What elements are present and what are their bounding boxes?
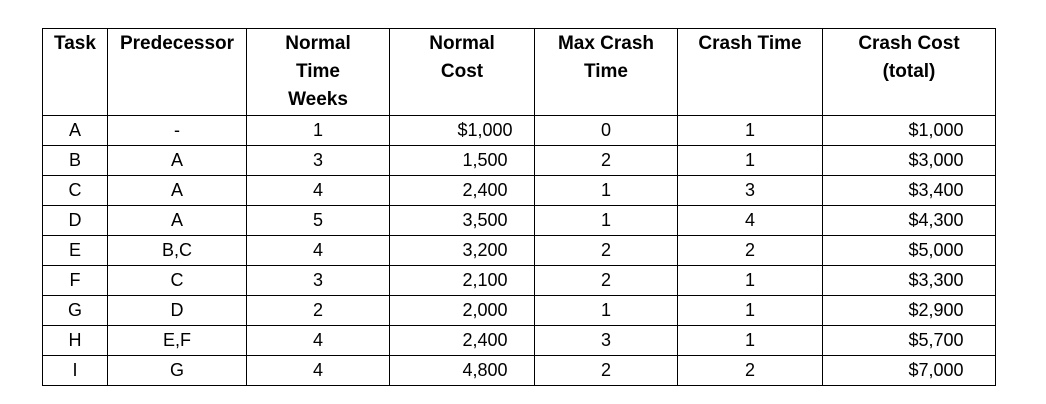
header-crash-time-line-1: Crash Time <box>698 33 802 54</box>
cell-normal-time <box>247 176 390 206</box>
cell-crash-cost <box>823 146 996 176</box>
cell-crash-cost <box>823 236 996 266</box>
cell-predecessor <box>108 176 247 206</box>
cell-normal-cost-value: 4,800 <box>462 360 508 380</box>
cell-predecessor-value: A <box>170 150 183 170</box>
cell-task <box>43 146 108 176</box>
cell-normal-cost <box>390 116 535 146</box>
cell-crash-time-value: 2 <box>744 360 755 380</box>
cell-crash-cost-value: $7,000 <box>908 360 964 380</box>
cell-max-crash-time-value: 1 <box>600 180 611 200</box>
cell-predecessor <box>108 236 247 266</box>
cell-predecessor-value: A <box>170 210 183 230</box>
cell-normal-time <box>247 116 390 146</box>
cell-task-value: H <box>68 330 82 350</box>
cell-max-crash-time <box>535 356 678 386</box>
cell-normal-cost-value: 3,500 <box>462 210 508 230</box>
cell-task <box>43 176 108 206</box>
cell-crash-time-value: 1 <box>744 150 755 170</box>
header-normal-time <box>247 29 390 116</box>
cell-predecessor-value: G <box>169 360 184 380</box>
cell-predecessor-value: E,F <box>162 330 191 350</box>
cell-normal-time <box>247 146 390 176</box>
cell-predecessor-value: B,C <box>161 240 192 260</box>
cell-task <box>43 296 108 326</box>
cell-predecessor-value: - <box>174 120 180 140</box>
cell-task-value: D <box>68 210 82 230</box>
table-row <box>43 266 996 296</box>
table-row <box>43 146 996 176</box>
cell-normal-cost-value: 2,000 <box>462 300 508 320</box>
cell-normal-time-value: 1 <box>312 120 323 140</box>
cell-normal-time-value: 3 <box>312 270 323 290</box>
cell-normal-time <box>247 266 390 296</box>
cell-crash-cost-value: $3,300 <box>908 270 964 290</box>
table-row <box>43 176 996 206</box>
cell-predecessor <box>108 146 247 176</box>
cell-predecessor-value: A <box>170 180 183 200</box>
cell-normal-cost <box>390 176 535 206</box>
table-row <box>43 206 996 236</box>
cell-crash-cost-value: $1,000 <box>908 120 964 140</box>
cell-task <box>43 356 108 386</box>
table-row <box>43 326 996 356</box>
cell-crash-time <box>678 266 823 296</box>
cell-max-crash-time-value: 1 <box>600 300 611 320</box>
cell-normal-time-value: 3 <box>312 150 323 170</box>
cell-crash-cost <box>823 356 996 386</box>
header-max-crash-time-line-1: Max Crash <box>557 33 655 54</box>
table-row <box>43 116 996 146</box>
cell-predecessor <box>108 116 247 146</box>
cell-task-value: G <box>67 300 82 320</box>
cell-task-value: A <box>68 120 81 140</box>
cell-normal-time <box>247 356 390 386</box>
cell-normal-cost <box>390 206 535 236</box>
cell-crash-cost <box>823 176 996 206</box>
cell-crash-time <box>678 296 823 326</box>
cell-normal-cost-value: 2,400 <box>462 330 508 350</box>
cell-normal-cost-value: $1,000 <box>457 120 513 140</box>
cell-crash-cost <box>823 206 996 236</box>
cell-predecessor <box>108 206 247 236</box>
cell-normal-cost <box>390 236 535 266</box>
header-normal-time-line-1: Normal <box>285 33 351 54</box>
cell-crash-time <box>678 236 823 266</box>
header-crash-cost-line-2: (total) <box>882 61 936 82</box>
cell-crash-cost-value: $4,300 <box>908 210 964 230</box>
cell-crash-time-value: 3 <box>744 180 755 200</box>
cell-max-crash-time-value: 2 <box>600 240 611 260</box>
header-normal-cost <box>390 29 535 116</box>
cell-crash-time <box>678 116 823 146</box>
cell-crash-time-value: 1 <box>744 300 755 320</box>
cell-crash-time <box>678 146 823 176</box>
cell-max-crash-time <box>535 146 678 176</box>
cell-task-value: F <box>69 270 81 290</box>
cell-max-crash-time <box>535 296 678 326</box>
header-task <box>43 29 108 116</box>
cell-normal-cost-value: 2,400 <box>462 180 508 200</box>
cell-crash-time <box>678 176 823 206</box>
cell-predecessor <box>108 296 247 326</box>
cell-task-value: E <box>68 240 81 260</box>
cell-normal-time-value: 2 <box>312 300 323 320</box>
cell-crash-time-value: 1 <box>744 330 755 350</box>
cell-max-crash-time <box>535 326 678 356</box>
cell-max-crash-time <box>535 236 678 266</box>
table-row <box>43 236 996 266</box>
cell-crash-cost-value: $3,400 <box>908 180 964 200</box>
header-row <box>43 29 996 116</box>
cell-normal-cost <box>390 296 535 326</box>
header-normal-time-line-2: Time <box>295 61 340 82</box>
cell-crash-time-value: 2 <box>744 240 755 260</box>
cell-predecessor-value: C <box>170 270 184 290</box>
cell-normal-time <box>247 296 390 326</box>
cell-max-crash-time <box>535 176 678 206</box>
cell-max-crash-time-value: 2 <box>600 150 611 170</box>
header-crash-cost <box>823 29 996 116</box>
cell-normal-time-value: 5 <box>312 210 323 230</box>
cell-task-value: B <box>68 150 81 170</box>
cell-crash-time-value: 1 <box>744 270 755 290</box>
cell-task <box>43 206 108 236</box>
cell-normal-cost-value: 3,200 <box>462 240 508 260</box>
cell-predecessor-value: D <box>170 300 184 320</box>
cell-max-crash-time-value: 0 <box>600 120 611 140</box>
cell-max-crash-time-value: 2 <box>600 270 611 290</box>
cell-normal-time-value: 4 <box>312 240 323 260</box>
header-normal-time-line-3: Weeks <box>288 89 348 110</box>
cell-crash-time <box>678 326 823 356</box>
cell-crash-time-value: 1 <box>744 120 755 140</box>
cell-normal-cost <box>390 356 535 386</box>
cell-crash-time-value: 4 <box>744 210 755 230</box>
cell-crash-cost <box>823 296 996 326</box>
header-predecessor <box>108 29 247 116</box>
cell-crash-cost <box>823 266 996 296</box>
header-max-crash-time <box>535 29 678 116</box>
cell-crash-cost-value: $3,000 <box>908 150 964 170</box>
cell-task-value: C <box>68 180 82 200</box>
cell-crash-cost <box>823 116 996 146</box>
cell-task <box>43 266 108 296</box>
cell-crash-cost-value: $2,900 <box>908 300 964 320</box>
cell-normal-time-value: 4 <box>312 360 323 380</box>
cell-max-crash-time-value: 3 <box>600 330 611 350</box>
cell-normal-cost <box>390 146 535 176</box>
cell-predecessor <box>108 266 247 296</box>
cell-predecessor <box>108 326 247 356</box>
cell-crash-cost <box>823 326 996 356</box>
cell-normal-time-value: 4 <box>312 180 323 200</box>
cell-normal-time <box>247 206 390 236</box>
cell-normal-time-value: 4 <box>312 330 323 350</box>
header-max-crash-time-line-2: Time <box>583 61 628 82</box>
header-crash-time <box>678 29 823 116</box>
header-task-line-1: Task <box>54 33 96 54</box>
cell-task <box>43 326 108 356</box>
cell-task <box>43 236 108 266</box>
cell-max-crash-time-value: 1 <box>600 210 611 230</box>
cell-max-crash-time-value: 2 <box>600 360 611 380</box>
cell-normal-cost <box>390 326 535 356</box>
cell-normal-cost-value: 2,100 <box>462 270 508 290</box>
cell-task <box>43 116 108 146</box>
table-body <box>43 116 996 386</box>
table-row <box>43 296 996 326</box>
header-normal-cost-line-1: Normal <box>429 33 495 54</box>
cell-normal-time <box>247 326 390 356</box>
cell-max-crash-time <box>535 266 678 296</box>
cell-crash-cost-value: $5,000 <box>908 240 964 260</box>
cell-normal-cost-value: 1,500 <box>462 150 508 170</box>
header-crash-cost-line-1: Crash Cost <box>858 33 960 54</box>
cell-max-crash-time <box>535 206 678 236</box>
cell-task-value: I <box>72 360 78 380</box>
cell-max-crash-time <box>535 116 678 146</box>
cell-crash-time <box>678 356 823 386</box>
cell-normal-cost <box>390 266 535 296</box>
header-predecessor-line-1: Predecessor <box>119 33 235 54</box>
table-row <box>43 356 996 386</box>
project-crashing-table <box>42 28 996 386</box>
cell-crash-time <box>678 206 823 236</box>
cell-crash-cost-value: $5,700 <box>908 330 964 350</box>
cell-predecessor <box>108 356 247 386</box>
header-normal-cost-line-2: Cost <box>440 61 484 82</box>
cell-normal-time <box>247 236 390 266</box>
